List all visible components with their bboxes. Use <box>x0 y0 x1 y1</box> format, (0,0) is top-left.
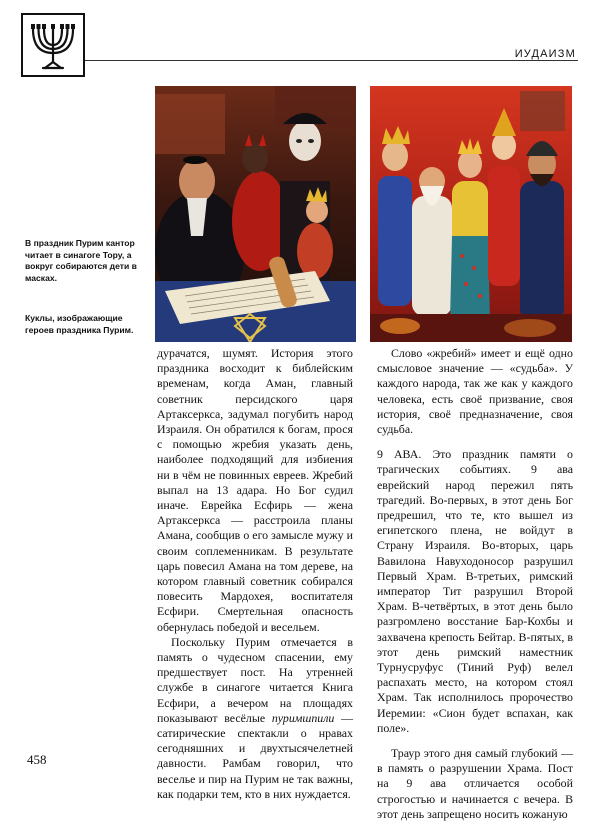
term-purimshpili: пуримшпили <box>271 710 335 725</box>
paragraph-tisha-bav: 9 АВА. Это праздник памяти о трагических событиях. 9 ава еврейский народ пережил пять трагедий. Во-первых, в этот день Бог предрешил, что те, кто вышел из египетского плена, не войдут в Страну Израиля. Во-вторых, царь Вавилона Навуходоносор разрушил Первый Храм. В-третьих, римский император Тит разрушил Второй Храм. В-четвёртых, в этот день было разгромлено восстание Бар-Кохбы и захвачена крепость Бейтар. В-пятых, в этот день римский наместник Турнусруфус (Тиний Руф) велел распахать место, на котором стоял Храм. Так исполнилось пророчество Иеремии: «Сион будет вспахан, как поле». <box>377 447 573 735</box>
menorah-icon <box>23 15 83 75</box>
text-column-left <box>157 346 353 802</box>
page-number: 458 <box>27 752 47 767</box>
section-icon-frame <box>21 13 85 77</box>
paragraph-mourning: Траур этого дня самый глубокий — в память о разрушении Храма. Пост на 9 ава отличается особой строгостью и начинается с вечера. В этот день запрещено носить кожаную <box>377 746 573 821</box>
paragraph-purim-fast-end: — сатирические спектакли о нравах сегодняшних и двухтысячелетней давности. Рамбам говорил, что веселье и пир на Пурим не так важны, как подарки тем, кто в них нуждается. <box>157 710 353 801</box>
photo-caption-cantor: В праздник Пурим кантор читает в синагоге Тору, а вокруг собираются дети в масках. <box>25 238 137 283</box>
photo-caption-puppets: Куклы, изображающие героев праздника Пурим. <box>25 313 134 335</box>
section-title: ИУДАИЗМ <box>509 48 576 60</box>
photo-purim-puppets <box>370 86 572 342</box>
text-column-right <box>377 346 573 822</box>
paragraph-purim-history: дурачатся, шумят. История этого праздника восходит к библейским временам, когда Аман, главный советник персидского царя Артаксеркса, задумал погубить народ Израиля. Он обратился к богам, прося с помощью жребия указать день, наиболее подходящий для избиения ни в чём не повинных евреев. Жребий выпал на 13 адара. Но Бог судил иначе. Еврейка Есфирь — жена Артаксеркса — расстроила планы Амана, сообщив о его замысле мужу и своим соплеменникам. В результате царь повесил Амана на том дереве, на котором главный советник собирался повесить Мардохея, воспитателя Есфири. Смертельная опасность обернулась победой и весельем. <box>157 346 353 634</box>
paragraph-lot-meaning: Слово «жребий» имеет и ещё одно смысловое значение — «судьба». У каждого народа, так же как у каждого человека, есть своё призвание, своя история, своё предназначение, своя судьба. <box>377 346 573 437</box>
paragraph-purim-fast <box>157 635 353 802</box>
photo-cantor-reading-torah <box>155 86 356 342</box>
paragraph-purim-fast-start: Поскольку Пурим отмечается в память о чудесном спасении, ему предшествует пост. На утренней службе в синагоге читается Книга Есфири, а вечером на площадях показывают весёлые <box>157 634 353 725</box>
header-rule <box>85 60 578 61</box>
